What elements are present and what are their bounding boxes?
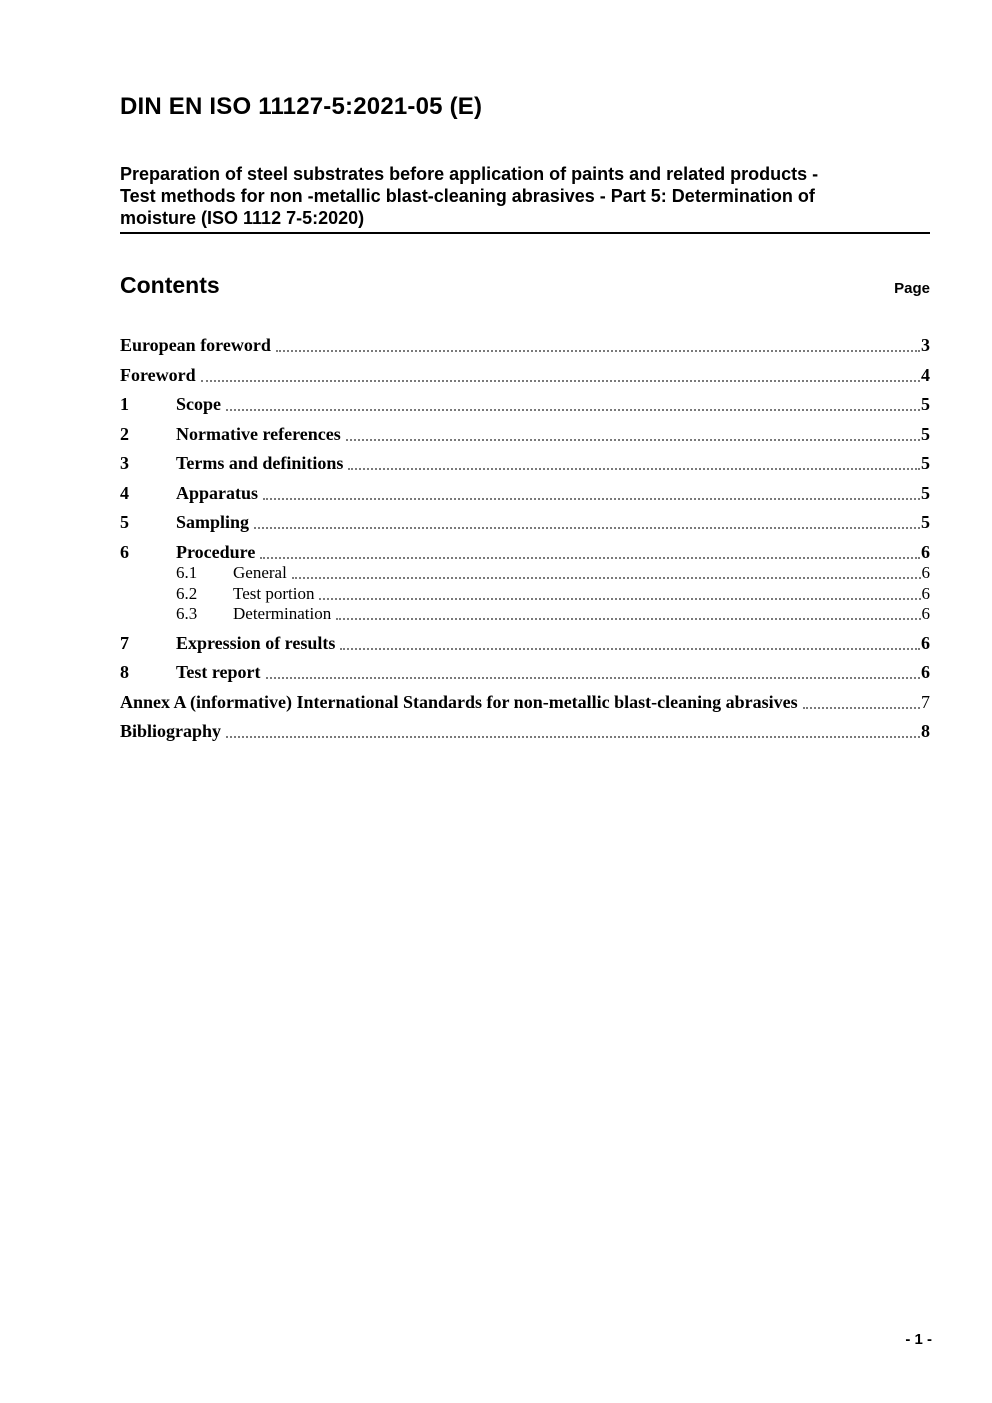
toc-entry-page: 5 <box>921 482 930 503</box>
toc-entry-number: 3 <box>120 453 129 473</box>
toc-entry-page: 5 <box>921 453 930 473</box>
document-subtitle-line: Test methods for non -metallic blast-cleaning abrasives - Part 5: Determination of <box>120 186 815 206</box>
toc-leader-dots <box>319 598 920 600</box>
toc-leader-dots <box>226 736 920 738</box>
toc-entry[interactable] <box>120 693 930 712</box>
toc-entry-page: 7 <box>921 691 930 712</box>
toc-entry-label: European foreword <box>120 335 271 355</box>
document-subtitle <box>120 163 930 229</box>
toc-entry-page: 8 <box>921 721 930 741</box>
toc-leader-dots <box>348 468 920 470</box>
toc-entry-page: 5 <box>921 423 930 444</box>
toc-entry-number: 7 <box>120 632 129 653</box>
document-header <box>120 92 930 234</box>
toc-entry[interactable] <box>120 634 930 653</box>
toc-leader-dots <box>226 409 920 411</box>
toc-entry-number: 8 <box>120 662 129 682</box>
toc-entry-number: 6 <box>120 541 129 562</box>
toc-entry-label: Foreword <box>120 364 196 385</box>
toc-entry[interactable] <box>120 425 930 444</box>
contents-header-row <box>120 270 930 300</box>
toc-entry-label: Sampling <box>176 512 250 532</box>
toc-entry-label: Bibliography <box>120 721 222 741</box>
toc-entry-number: 1 <box>120 394 129 414</box>
page-column-label: Page <box>894 280 930 297</box>
table-of-contents <box>120 336 930 741</box>
toc-entry[interactable] <box>120 513 930 532</box>
toc-leader-dots <box>263 498 920 500</box>
toc-entry-page: 3 <box>921 335 930 355</box>
toc-entry-label: Normative references <box>176 423 341 444</box>
toc-entry-number: 5 <box>120 512 129 532</box>
toc-entry[interactable] <box>120 543 930 562</box>
toc-entry[interactable] <box>120 395 930 414</box>
toc-entry-number: 6.3 <box>176 604 198 623</box>
toc-entry-number: 6.2 <box>176 583 198 603</box>
toc-leader-dots <box>254 527 920 529</box>
toc-leader-dots <box>340 648 920 650</box>
toc-entry-number: 4 <box>120 482 129 503</box>
toc-entry-page: 6 <box>921 662 930 682</box>
toc-entry-page: 6 <box>921 632 930 653</box>
toc-entry-page: 5 <box>921 512 930 532</box>
toc-entry[interactable] <box>120 604 930 623</box>
toc-entry[interactable] <box>120 484 930 503</box>
toc-entry-label: Determination <box>233 604 332 623</box>
toc-leader-dots <box>260 557 920 559</box>
toc-entry[interactable] <box>120 336 930 355</box>
toc-entry-page: 6 <box>921 563 930 582</box>
page-number-footer: - 1 - <box>905 1331 932 1348</box>
toc-entry-label: Test report <box>176 662 261 682</box>
toc-entry[interactable] <box>120 454 930 473</box>
contents-heading: Contents <box>120 272 220 298</box>
toc-entry-label: Scope <box>176 394 221 414</box>
toc-entry-page: 6 <box>921 583 930 603</box>
toc-entry-label: Procedure <box>176 541 256 562</box>
toc-leader-dots <box>201 380 920 382</box>
toc-entry-label: Test portion <box>233 583 315 603</box>
toc-leader-dots <box>336 618 920 620</box>
toc-leader-dots <box>276 350 920 352</box>
toc-entry-label: Terms and definitions <box>176 453 344 473</box>
toc-entry[interactable] <box>120 584 930 603</box>
toc-entry-page: 6 <box>921 604 930 623</box>
toc-leader-dots <box>803 707 920 709</box>
toc-entry-label: Apparatus <box>176 482 259 503</box>
toc-entry[interactable] <box>120 663 930 682</box>
document-subtitle-line: Preparation of steel substrates before application of paints and related products - <box>120 164 819 184</box>
document-subtitle-line: moisture (ISO 1112 7-5:2020) <box>120 208 365 228</box>
toc-entry-page: 4 <box>921 364 930 385</box>
toc-leader-dots <box>346 439 920 441</box>
toc-leader-dots <box>266 677 921 679</box>
toc-leader-dots <box>292 577 921 579</box>
toc-entry-number: 6.1 <box>176 563 198 582</box>
toc-entry[interactable] <box>120 563 930 582</box>
document-title: DIN EN ISO 11127-5:2021-05 (E) <box>120 93 483 120</box>
toc-entry[interactable] <box>120 722 930 741</box>
toc-entry-page: 6 <box>921 541 930 562</box>
toc-entry-label: General <box>233 563 287 582</box>
toc-entry-label: Expression of results <box>176 632 336 653</box>
header-rule <box>120 232 930 234</box>
toc-entry-page: 5 <box>921 394 930 414</box>
toc-entry-number: 2 <box>120 423 129 444</box>
toc-entry[interactable] <box>120 366 930 385</box>
toc-entry-label: Annex A (informative) International Standards for non-metallic blast-cleaning abrasives <box>120 691 798 712</box>
